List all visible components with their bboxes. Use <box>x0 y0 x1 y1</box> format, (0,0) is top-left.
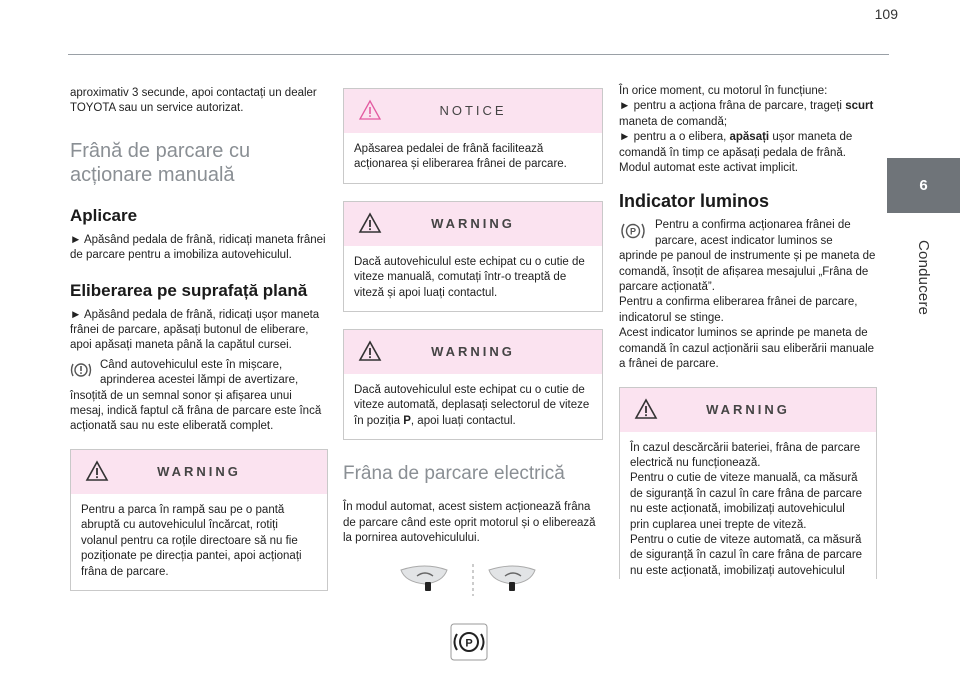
heading-apply: Aplicare <box>70 205 138 225</box>
heading-indicator: Indicator luminos <box>619 191 770 212</box>
notice-triangle-icon <box>358 99 382 124</box>
bullet-apply: ► pentru a acționa frâna de parcare, trageți scurt maneta de comandă; <box>619 100 874 128</box>
chapter-number: 6 <box>919 177 928 194</box>
warning-text: Dacă autovehiculul este echipat cu o cutie de viteze automată, deplasați selectorul de viteze în poziția P, apoi luați contactul. <box>354 384 590 427</box>
header-divider <box>68 54 889 55</box>
warning-text-b: Pentru o cutie de viteze manuală, ca măsură de siguranță în cazul în care frâna de parcare nu este acționată, imobilizați autovehiculul prin cuplarea unei trepte de viteză. <box>630 472 863 531</box>
warning-label: WARNING <box>431 344 515 360</box>
chapter-tab[interactable] <box>887 158 960 213</box>
warning-light-text-b: însoțită de un semnal sonor și afișarea unui mesaj, indică faptul că frâna de parcare este încă acționată sau nu este eliberată complet. <box>70 389 322 433</box>
brake-warning-icon <box>70 360 92 385</box>
warning-box-header <box>620 388 876 432</box>
warning-text-a: În cazul descărcării bateriei, frâna de parcare electrică nu funcționează. <box>630 441 861 469</box>
warning-text-c: Pentru o cutie de viteze automată, ca măsură de siguranță în cazul în care frâna de parcare nu este acționată, imobilizați autovehiculul <box>630 533 863 577</box>
steering-wheel-icon <box>401 566 447 591</box>
warning-box-automatic-gearbox <box>343 329 603 440</box>
svg-text:P: P <box>465 637 473 650</box>
indicator-text-a: Pentru a confirma acționarea frânei de parcare, acest indicator luminos se <box>655 219 851 247</box>
section-title-electric-brake: Frâna de parcare electrică <box>343 463 565 485</box>
warning-label: WARNING <box>157 464 241 480</box>
warning-label: WARNING <box>706 401 790 417</box>
steering-wheel-icon <box>489 566 535 591</box>
warning-light-text-a: Când autovehiculul este în mișcare, aprinderea acestei lămpi de avertizare, <box>100 358 299 387</box>
electric-brake-text: În modul automat, acest sistem acționează frâna de parcare când este oprit motorul și o eliberează la pornirea autovehiculului. <box>343 501 596 545</box>
apply-text: ► Apăsând pedala de frână, ridicați maneta frânei de parcare pentru a imobiliza autovehiculul. <box>70 233 326 262</box>
page-number: 109 <box>874 6 898 22</box>
parking-brake-icon <box>619 220 647 247</box>
notice-label: NOTICE <box>439 103 507 119</box>
indicator-text-d: Acest indicator luminos se aprinde pe maneta de comandă în cazul acționării sau eliberării manuale a frânei de parcare. <box>619 327 875 371</box>
column-3 <box>619 84 877 579</box>
section-title-manual-brake: Frână de parcare cu acționare manuală <box>70 139 251 186</box>
warning-box-manual-gearbox <box>343 201 603 312</box>
notice-box <box>343 88 603 184</box>
svg-text:P: P <box>629 226 637 237</box>
intro-text: În orice moment, cu motorul în funcțiune: <box>619 85 828 97</box>
notice-text: Apăsarea pedalei de frână facilitează acționarea și eliberarea frânei de parcare. <box>354 143 567 171</box>
warning-box-slope <box>70 449 328 591</box>
column-2 <box>343 88 603 690</box>
warning-box-header <box>71 450 327 494</box>
warning-text: Pentru a parca în rampă sau pe o pantă abruptă cu autovehiculul încărcat, rotiți volanul pentru ca roțile directoare să nu fie poziționate pe direcția pantei, apoi acționați frâna de parcare. <box>81 503 302 578</box>
column-1 <box>70 86 328 591</box>
indicator-text-c: Pentru a confirma eliberarea frânei de parcare, indicatorul se stinge. <box>619 296 858 324</box>
warning-triangle-icon <box>358 212 382 237</box>
warning-text: Dacă autovehiculul este echipat cu o cutie de viteze manuală, comutați într-o treaptă de viteză și apoi luați contactul. <box>354 255 585 299</box>
warning-box-header <box>344 202 602 246</box>
bullet-release: ► pentru a o elibera, apăsați ușor maneta de comandă în timp ce apăsați pedala de frână. <box>619 131 853 159</box>
warning-triangle-icon <box>634 398 658 423</box>
warning-triangle-icon <box>85 460 109 485</box>
release-text: ► Apăsând pedala de frână, ridicați ușor maneta frânei de parcare, apăsați butonul de eliberare, apoi apăsați maneta până la capătul cursei. <box>70 308 320 352</box>
heading-release: Eliberarea pe suprafață plană <box>70 280 308 300</box>
warning-box-battery <box>619 387 877 580</box>
warning-box-header <box>344 330 602 374</box>
warning-label: WARNING <box>431 216 515 232</box>
notice-box-header <box>344 89 602 133</box>
steering-wheel-illustration <box>343 560 603 690</box>
auto-mode-text: Modul automat este activat implicit. <box>619 162 798 175</box>
intro-text: aproximativ 3 secunde, apoi contactați un dealer TOYOTA sau un service autorizat. <box>70 87 317 115</box>
warning-triangle-icon <box>358 340 382 365</box>
chapter-label: Conducere <box>915 240 932 316</box>
indicator-text-b: aprinde pe panoul de instrumente și pe maneta de comandă, însoțit de afișarea mesajului „Frâna de parcare acționată”. <box>619 250 876 294</box>
parking-brake-icon <box>451 624 487 660</box>
